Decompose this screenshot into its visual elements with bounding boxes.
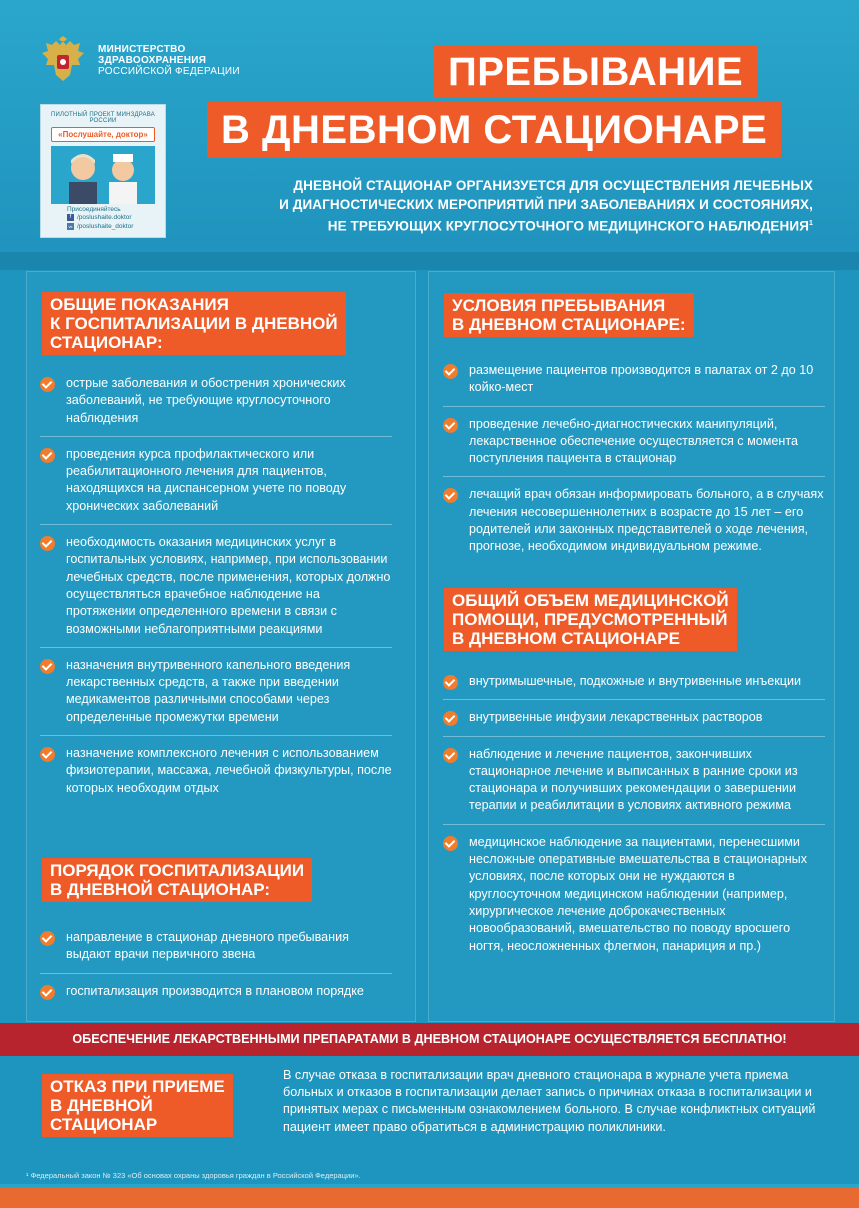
vk-icon: vk xyxy=(68,224,73,229)
order-item-text: госпитализация производится в плановом порядке xyxy=(66,983,364,998)
header-divider xyxy=(0,252,859,270)
indications-list xyxy=(40,375,392,806)
indication-item xyxy=(40,375,392,437)
facebook-icon: f xyxy=(67,214,74,221)
checkmark-icon xyxy=(40,985,55,1000)
page-title-line1: ПРЕБЫВАНИЕ xyxy=(434,46,757,98)
checkmark-icon xyxy=(443,711,458,726)
promo-vk[interactable]: vk /poslushaite_doktor xyxy=(68,223,134,230)
volume-heading: ОБЩИЙ ОБЪЕМ МЕДИЦИНСКОЙ ПОМОЩИ, ПРЕДУСМОТРЕННЫЙ В ДНЕВНОМ СТАЦИОНАРЕ xyxy=(444,588,737,651)
condition-item-text: лечащий врач обязан информировать больного, а в случаях лечения несовершеннолетних в возрасте до 15 лет – его родителей или законных представителей о ходе лечения, прогнозе, необходимом индивидуальном режиме. xyxy=(469,487,824,554)
condition-item xyxy=(443,362,825,407)
doctors-illustration-icon xyxy=(51,146,155,204)
checkmark-icon xyxy=(40,536,55,551)
volume-item-text: внутривенные инфузии лекарственных растворов xyxy=(469,710,763,725)
checkmark-icon xyxy=(443,364,458,379)
refusal-text: В случае отказа в госпитализации врач дневного стационара в журнале учета приема больных и отказов в госпитализации делает запись о причинах отказа в госпитализации и принятых мерах с письменным ознакомлением больного. В случае конфликтных ситуаций пациент имеет право обратиться в администрацию поликлиники. xyxy=(283,1068,816,1134)
volume-item-text: внутримышечные, подкожные и внутривенные инъекции xyxy=(469,674,802,688)
checkmark-icon xyxy=(443,418,458,433)
page-title-line2: В ДНЕВНОМ СТАЦИОНАРЕ xyxy=(207,102,781,158)
indication-item-text: назначение комплексного лечения с использованием физиотерапии, массажа, лечебной физкультуры, после которых необходим отдых xyxy=(66,746,392,795)
conditions-list xyxy=(443,362,825,565)
refusal-heading: ОТКАЗ ПРИ ПРИЕМЕ В ДНЕВНОЙ СТАЦИОНАР xyxy=(42,1074,233,1137)
checkmark-icon xyxy=(40,448,55,463)
indication-item xyxy=(40,534,392,648)
checkmark-icon xyxy=(40,659,55,674)
order-item xyxy=(40,929,392,974)
volume-item xyxy=(443,746,825,825)
order-item-text: направление в стационар дневного пребывания выдают врачи первичного звена xyxy=(66,930,349,962)
promo-facebook[interactable]: f /poslushaite.doktor xyxy=(67,213,165,222)
volume-item xyxy=(443,673,825,700)
lead-text: ДНЕВНОЙ СТАЦИОНАР ОРГАНИЗУЕТСЯ ДЛЯ ОСУЩЕСТВЛЕНИЯ ЛЕЧЕБНЫХ И ДИАГНОСТИЧЕСКИХ МЕРОПРИЯТИЙ ПРИ ЗАБОЛЕВАНИЯХ И СОСТОЯНИЯХ, НЕ ТРЕБУЮЩИХ КРУГЛОСУТОЧНОГО МЕДИЦИНСКОГО НАБЛЮДЕНИЯ$^1$ xyxy=(279,178,813,234)
condition-item xyxy=(443,486,825,564)
condition-item-text: проведение лечебно-диагностических манипуляций, лекарственное обеспечение осуществляется с момента поступления пациента в стационар xyxy=(469,416,799,466)
indication-item-text: острые заболевания и обострения хронических заболеваний, не требующие круглосуточного наблюдения xyxy=(66,376,346,425)
promo-project: ПИЛОТНЫЙ ПРОЕКТ МИНЗДРАВА РОССИИ xyxy=(51,112,155,124)
promo-name: «Послушайте, доктор» xyxy=(51,127,155,142)
order-item xyxy=(40,983,392,1009)
indication-item-text: необходимость оказания медицинских услуг в госпитальных условиях, например, при использовании лечебных средств, после применения, которых должно осуществляться врачебное наблюдение на протяжении определенного времени в связи с возможными неблагоприятными реакциями xyxy=(66,535,391,636)
volume-item xyxy=(443,834,825,964)
promo-join: Присоединяйтесь xyxy=(67,206,121,213)
checkmark-icon xyxy=(40,377,55,392)
conditions-heading: УСЛОВИЯ ПРЕБЫВАНИЯ В ДНЕВНОМ СТАЦИОНАРЕ: xyxy=(444,293,694,337)
volume-item xyxy=(443,709,825,736)
ministry-name: МИНИСТЕРСТВО ЗДРАВООХРАНЕНИЯ РОССИЙСКОЙ ФЕДЕРАЦИИ xyxy=(98,43,240,77)
checkmark-icon xyxy=(443,836,458,851)
indication-item xyxy=(40,446,392,525)
checkmark-icon xyxy=(443,748,458,763)
indication-item xyxy=(40,657,392,736)
order-heading: ПОРЯДОК ГОСПИТАЛИЗАЦИИ В ДНЕВНОЙ СТАЦИОНАР: xyxy=(42,858,312,902)
indication-item-text: проведения курса профилактического или реабилитационного лечения для пациентов, находящихся на диспансерном учете по поводу хронических заболеваний xyxy=(66,446,347,513)
checkmark-icon xyxy=(443,488,458,503)
double-headed-eagle-icon xyxy=(40,35,86,85)
volume-item-text: наблюдение и лечение пациентов, закончивших стационарное лечение и выписанных в ранние сроки из стационара и получивших рекомендации о завершении терапии и реабилитации в условиях активного режима xyxy=(469,746,798,813)
footnote: ¹ Федеральный закон № 323 «Об основах охраны здоровья граждан в Российской Федерации». xyxy=(26,1171,361,1180)
indication-item-text: назначения внутривенного капельного введения лекарственных средств, а также при введении медикаментов различными способами через определенные промежутки времени xyxy=(66,657,351,724)
condition-item-text: размещение пациентов производится в палатах от 2 до 10 койко-мест xyxy=(469,363,814,395)
checkmark-icon xyxy=(443,675,458,690)
checkmark-icon xyxy=(40,931,55,946)
free-medication-banner: ОБЕСПЕЧЕНИЕ ЛЕКАРСТВЕННЫМИ ПРЕПАРАТАМИ В ДНЕВНОМ СТАЦИОНАРЕ ОСУЩЕСТВЛЯЕТСЯ БЕСПЛАТНО! xyxy=(0,1023,859,1056)
promo-card[interactable] xyxy=(40,104,166,238)
bottom-bar xyxy=(0,1188,859,1208)
order-list xyxy=(40,929,392,1009)
ministry-logo xyxy=(40,35,240,85)
indication-item xyxy=(40,745,392,806)
volume-list xyxy=(443,673,825,964)
indications-heading: ОБЩИЕ ПОКАЗАНИЯ К ГОСПИТАЛИЗАЦИИ В ДНЕВНОЙ СТАЦИОНАР: xyxy=(42,292,346,355)
checkmark-icon xyxy=(40,747,55,762)
condition-item xyxy=(443,416,825,478)
volume-item-text: медицинское наблюдение за пациентами, перенесшими несложные оперативные вмешательства в стационарных условиях, после которых они не нуждаются в круглосуточном медицинском наблюдении (например, хирургическое лечение доброкачественных новообразований, вмешательство по поводу вросшего ногтя, неосложненных флегмон, панариция и пр.) xyxy=(469,834,808,953)
